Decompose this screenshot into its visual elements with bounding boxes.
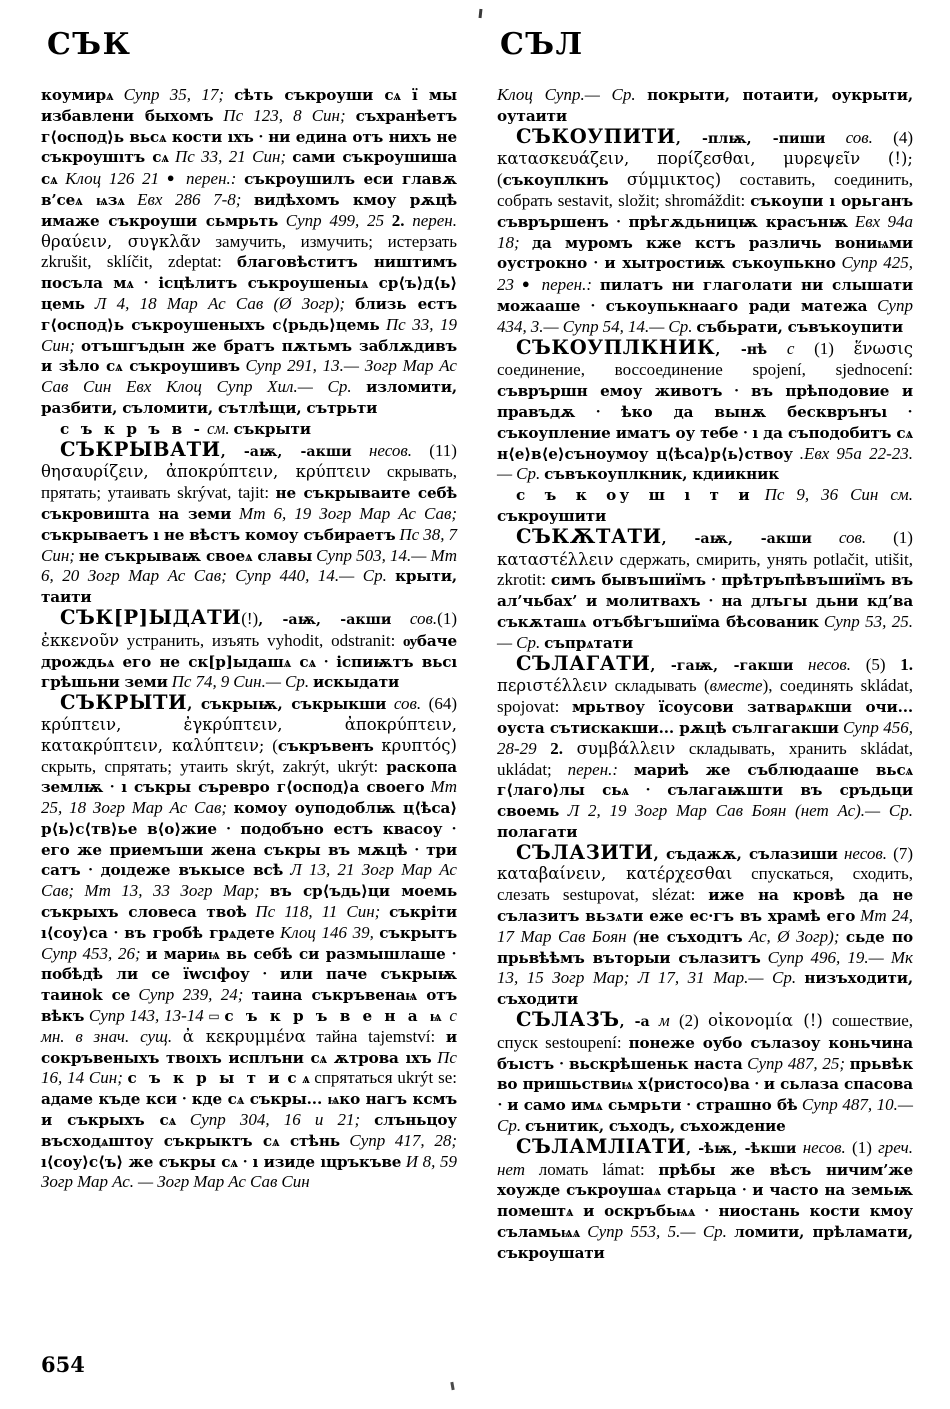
column-right	[497, 85, 913, 1264]
headword: СЪК[Р]ЫДАТИ	[60, 605, 242, 629]
headword: СЪЛАМЛІАТИ	[516, 1134, 687, 1158]
entry-sukrusiti-continuation: коумирѧ Супр 35, 17; сѣть съкроуши сѧ ї мы избавлени быхомъ Пс 123, 8 Син; съхранѣетъ г⟨оспод⟩ь вьсѧ кости ıхъ • ни едина отъ нихъ не съкроушıтъ сѧ Пс 33, 21 Син; сами съкроушиша сѧ Клоц 126 21 ● перен.: съкроушилъ еси главѫ в’сеѧ ѩзѧ Евх 286 7-8; видѣхомъ кмоу рѫцѣ имаже съкроуши сьмрьть Супр 499, 25 2. перен. θραύειν, συγκλᾶν замучить, измучить; истерзать zkrušit, sklíčit, zdeptat: благовѣститъ ништимъ посъла мѧ • ісцѣлитъ съкроушеныѧ ср⟨ъ⟩д⟨ь⟩цемь Л 4, 18 Мар Ас Сав (Ø Зогр); близь естъ г⟨оспод⟩ь съкроушеныхъ с⟨рьдь⟩цемь Пс 33, 19 Син; отъшгъдын же братъ пѫтьмъ заблѫдивъ и зѣло сѧ съкроушивъ Супр 291, 13.— Зогр Мар Ас Сав Син Евх Клоц Супр Хил.— Ср. изломити, разбити, съломити, сътлѣщи, сътрьти	[41, 85, 458, 417]
headword: СЪКОУПИТИ	[516, 124, 676, 148]
entry-sukryti: СЪКРЫТИ, съкрыѭ, съкрыкши сов. (64) κρύπτειν, ἐγκρύπτειν, ἀποκρύπτειν, κατακρύπτειν, καλύπτειν; (съкръвенъ κρυπτός) скрыть, спрятать; утаить skrýt, zakrýt, ukrýt: раскопа землѭ • ı съкры съревро г⟨оспод⟩а своего Мт 25, 18 Зогр Мар Ас Сав; комоу оуподоблѭ ц⟨ѣса⟩р⟨ь⟩с⟨тв⟩ье в⟨о⟩жие • подобъно естъ квасоу • его же приемъши жена съкры въ мѫцѣ • три сатъ • доıдеже въкысе всѣ Л 13, 21 Зогр Мар Ас Сав; Мт 13, 33 Зогр Мар; въ ср⟨ъдь⟩ци моемь съкрыхъ словеса твоѣ Пс 118, 11 Син; съкріти ı⟨соу⟩са • въ гробѣ грѧдете Клоц 146 39, съкрытъ Супр 453, 26; и мариѩ вь себѣ си размышлаше • побѣдѣ ли се ïwсıфоу • или паче съкрыѭ таиноk се Супр 239, 24; таина съкръвенаѩ отъ вѣкъ Супр 143, 13-14 ▭ с ъ к р ъ в е н а ѩ с мн. в знач. сущ. ἀ κεκρυμμένα тайна tajemství: и сокръвеныхъ твоıхъ исплъни сѧ ѫтрова ıхъ Пс 16, 14 Син; с ъ к р ы т и с ѧ спрятаться ukrýt se: адаме къде кси • кде сѧ съкры... ѩко нагъ ксмъ и съкрыхъ сѧ Супр 304, 16 и 21; слъньцоу въсходѧштоу съкрыктъ сѧ стѣнь Супр 417, 28; ı⟨соу⟩с⟨ъ⟩ же съкры сѧ • ı изиде ıцръкъве И 8, 59 Зогр Мар Ас. — Зогр Мар Ас Сав Син	[41, 691, 457, 1192]
entry-sulagati: СЪЛАГАТИ, -гаѭ, -гакши несов. (5) 1. περιστέλλειν складывать (вместе), соединять skládat, spojovat: мрьтвоу їсоусови затварѧкши очи... оуста сътискакши... рѫцѣ сългагакши Супр 456, 28-29 2. συμβάλλειν складывать, хранить skládat, ukládat; перен.: мариѣ же съблюдааше вьсѧ г⟨лаго⟩лы сьѧ • сълагаѭшти въ сръдьци своемь Л 2, 19 Зогр Мар Сав Боян (нет Ас).— Ср. полагати	[497, 651, 913, 841]
headword: СЪЛАГАТИ	[516, 651, 651, 675]
headword: СЪЛАЗИТИ	[516, 840, 654, 864]
lemma-spaced: с ъ к р ъ в -	[60, 419, 204, 438]
entry-sulamljati: СЪЛАМЛІАТИ, -ѣѭ, -ѣкши несов. (1) греч. нет ломать lámat: прѣбы же вѣсъ ничим’же хоужде съкроушаѧ старьца • и часто на земьѭ помештѧ и оскръбьѩѧ • ниостань кости кмоу съламьѩѧ Супр 553, 5.— Ср. ломити, прѣламати, съкроушати	[497, 1134, 913, 1262]
running-heads	[0, 28, 950, 74]
entry-sukryti-continuation: Клоц Супр.— Ср. покрыти, потаити, оукрыти, оутаити	[497, 85, 913, 125]
running-head-right: СЪЛ	[500, 27, 584, 62]
entry-sulaziti: СЪЛАЗИТИ, съдажѫ, сълазиши несов. (7) καταβαίνειν, κατέρχεσθαι спускаться, сходить, слезать sestupovat, slézat: иже на кровѣ да не сълазитъ вьзѧти еже ес·гъ въ храмѣ его Мт 24, 17 Мар Сав Боян (не съходıтъ Ас, Ø Зогр); сьде по прьвѣѣмъ въторыи сълазитъ Супр 496, 19.— Мк 13, 15 Зогр Мар; Л 17, 31 Мар.— Ср. низъходити, съходити	[497, 840, 914, 1009]
headword: СЪКѪТАТИ	[516, 524, 662, 548]
headword: СЪКРЫТИ	[60, 691, 188, 715]
entry-sulaz: СЪЛАЗЪ, -а м (2) οἰκονομία (!) сошествие, спуск sestoupení: понеже оубо сълазоу коньчина бъıстъ • вьскрѣшеньк наста Супр 487, 25; прьвѣк во пришьствиѩ х⟨ристосо⟩ва • и сьлаза спасова • и само имѧ сьмрьти • страшно бѣ Супр 487, 10.— Ср. сънитик, съходъ, съхождение	[497, 1008, 914, 1136]
substantive-marker: ▭	[208, 1009, 220, 1024]
page-number: 654	[41, 1352, 85, 1377]
entry-sukuplenije: СЪКОУПЛКНИК, -нѣ с (1) ἕνωσις соединение, воссоединение spojení, sjednocení: съврършн емоу животъ • въ прѣподовие и правъдѫ • ѣко да вынѫ бескврънъı • съкоупление иматъ оу тебе • ı да съподобитъ сѧ н⟨е⟩в⟨е⟩съноумоу ц⟨ѣса⟩р⟨ь⟩ствоу .Евх 95а 22-23.— Ср. съвъкоуплкник, кдиикник	[497, 335, 913, 484]
running-head-left: СЪК	[47, 27, 132, 62]
figurative-bullet: ●	[521, 276, 534, 292]
headword: СЪКРЫВАТИ	[60, 437, 221, 461]
entry-sukruv-crossref: с ъ к р ъ в - см. съкрыти	[60, 418, 311, 438]
column-left	[41, 85, 457, 1193]
entry-sukryvati: СЪКРЫВАТИ, -аѭ, -акши несов. (11) θησαυρίζειν, ἀποκρύπτειν, κρύπτειν скрывать, прятать; утаивать skrývat, tajit: не съкрываите себѣ съкровишта на земи Мт 6, 19 Зогр Мар Ас Сав; съкрываетъ ı не вѣстъ комоу събираетъ Пс 38, 7 Син; не съкрываѭ своеѧ славы Супр 503, 14.— Мт 6, 20 Зогр Мар Ас Сав; Супр 440, 14.— Ср. крыти, таити	[41, 437, 458, 607]
entry-sukupiti: СЪКОУПИТИ, -плѭ, -пиши сов. (4) κατασκευάζειν, πορίζεσθαι, μυρεψεῖν (!); (съкоуплкнъ σύμμικτος) составить, соединить, собрать sestavit, složit; shromáždit: съкоупи ı орьганъ съврършенъ • прѣгѫдьницѭ красънѭ Евх 94а 18; да муромъ кже кстъ различь вониѩми оустрокно • и хытростиѭ съкоупькно Супр 425, 23 ● перен.: пилатъ ни глаголати ни слышати можааше • съкоупькнааго ради матежа Супр 434, 3.— Супр 54, 14.— Ср. събьрати, съвъкоупити	[497, 124, 914, 336]
entry-sukrydati: СЪК[Р]ЫДАТИ(!), -аѭ, -акши сов.(1) ἐκκενοῦν устранить, изъять vyhodit, odstranit: ѹбаче дрождьѧ его не ск[р]ыдашѧ сѧ • іспиѭтъ вьсı грѣшьни земи Пс 74, 9 Син.— Ср. искыдати	[41, 605, 457, 692]
scan-artifact-top	[479, 9, 483, 18]
figurative-bullet: ●	[166, 170, 179, 186]
entry-sukusiti-crossref: с ъ к оу ш ı т и Пс 9, 36 Син см. съкроушити	[497, 485, 913, 525]
headword: СЪЛАЗЪ	[516, 1008, 620, 1032]
headword: СЪКОУПЛКНИК	[516, 335, 716, 359]
scan-artifact-bottom	[450, 1382, 454, 1390]
entry-sukjatati: СЪКѪТАТИ, -аѭ, -акши сов. (1) καταστέλλειν сдержать, смирить, унять potlačit, utišit, zkrotit: симъ бывъшиїмъ • прѣтръпѣвъшиїмъ въ ал’чьбах’ и молитвахъ • на длъгы дьни кд’ва съкѫташѧ отъбѣгъшиїма бѣсованик Супр 53, 25.— Ср. съпрѧтати	[497, 524, 914, 652]
lemma-spaced: с ъ к оу ш ı т и	[516, 486, 753, 505]
